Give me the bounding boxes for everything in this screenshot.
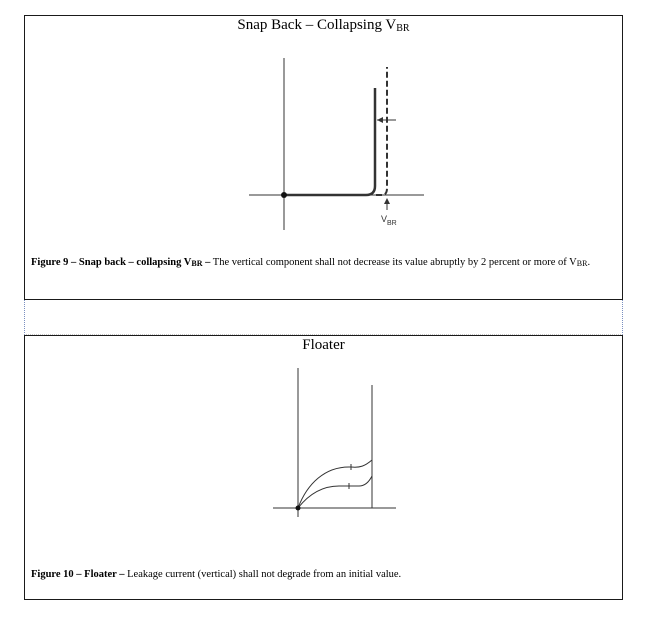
vbr-arrow-head — [384, 198, 390, 204]
lower-curve — [298, 476, 372, 508]
figure-10-caption: Figure 10 – Floater – Leakage current (vertical) shall not degrade from an initial value. — [31, 569, 402, 580]
original-breakdown-dashed — [376, 67, 387, 195]
collapsed-curve — [284, 88, 375, 195]
shift-arrow — [377, 117, 383, 123]
vbr-label: $V_{BR}$ — [381, 214, 397, 227]
figure-9-panel — [24, 15, 623, 300]
figure-9-title: Snap Back – Collapsing $V_{BR}$ — [237, 17, 410, 34]
upper-curve — [298, 460, 372, 508]
figure-10-title: Floater — [302, 337, 345, 353]
origin-dot — [281, 192, 287, 198]
figure-10-panel — [24, 335, 623, 600]
origin-dot — [296, 506, 301, 511]
figure-9-caption: Figure 9 – Snap back – collapsing $V_{BR}$ – The vertical component shall not decrease its value abruptly by 2 percent or more of $V_{BR}$. — [31, 257, 591, 268]
floater-diagram — [25, 336, 622, 599]
section-divider — [24, 300, 623, 335]
